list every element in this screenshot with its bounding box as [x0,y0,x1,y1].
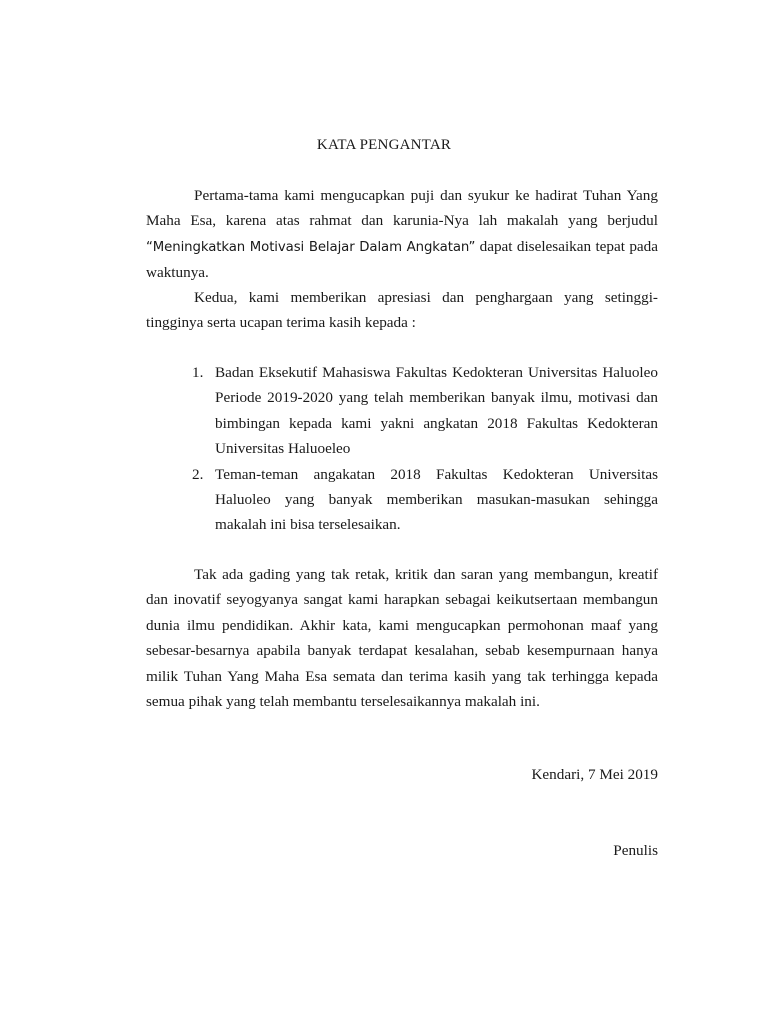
list-item-number: 2. [192,465,204,483]
closing-text: Tak ada gading yang tak retak, kritik dan saran yang membangun, kreatif dan inovatif seyogyanya sangat kami harapkan sebagai keikutsertaan membangun dunia ilmu pendidikan. Akhir kata, kami mengucapkan permohonan maaf yang sebesar-besarnya apabila banyak terdapat kesalahan, sebab kesempurnaan hanya milik Tuhan Yang Maha Esa semata dan terima kasih yang tak terhingga kepada semua pihak yang telah membantu terselesaikannya makalah ini. [146,566,658,711]
list-item-text: Badan Eksekutif Mahasiswa Fakultas Kedokteran Universitas Haluoleo Periode 2019-2020 yang telah memberikan banyak ilmu, motivasi dan bimbingan kepada kami yakni angkatan 2018 Fakultas Kedokteran Universitas Haluoeleo [215,364,658,458]
page-title: KATA PENGANTAR [316,137,452,153]
thanks-intro-text: Kedua, kami memberikan apresiasi dan penghargaan yang setinggi-tingginya serta ucapan terima kasih kepada : [146,289,658,332]
intro-text-start: Pertama-tama kami mengucapkan puji dan syukur ke hadirat Tuhan Yang Maha Esa, karena atas rahmat dan karunia-Nya lah makalah yang berjudul [146,187,658,230]
intro-text-end: dapat diselesaikan tepat pada waktunya. [146,237,658,282]
intro-paragraph [146,183,658,286]
thanks-intro-paragraph [146,285,658,336]
intro-text [146,183,658,286]
list-item-number: 1. [192,364,204,381]
place-date: Kendari, 7 Mei 2019 [531,766,658,783]
author-signature: Penulis [613,842,658,859]
thanks-list [192,360,658,538]
quoted-title: “Meningkatkan Motivasi Belajar Dalam Angkatan” [146,239,476,255]
list-item-text: Teman-teman angakatan 2018 Fakultas Kedokteran Universitas Haluoleo yang banyak memberikan masukan-masukan sehingga makalah ini bisa terselesaikan. [215,465,658,534]
list-item [192,462,658,538]
closing-paragraph [146,562,658,714]
list-item [192,360,658,462]
